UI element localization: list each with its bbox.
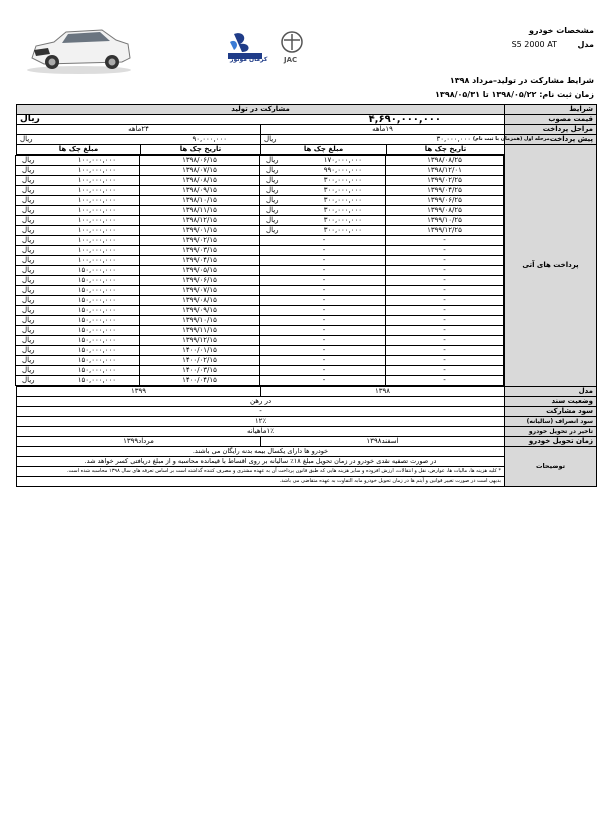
payment-row <box>16 186 504 196</box>
amount-value: ۱۵۰,۰۰۰,۰۰۰ <box>77 376 117 384</box>
currency-label: ریال <box>266 216 279 224</box>
currency-label: ریال <box>266 206 279 214</box>
check-amount-24 <box>16 286 140 296</box>
check-date-19: - <box>386 266 504 276</box>
check-date-19: ۱۳۹۹/۱۰/۲۵ <box>386 216 504 226</box>
check-amount-24 <box>16 226 140 236</box>
amount-value: ۱۵۰,۰۰۰,۰۰۰ <box>77 286 117 294</box>
currency-label: ریال <box>22 166 35 174</box>
delivery-label: زمان تحویل خودرو <box>505 437 597 447</box>
currency-label: ریال <box>266 226 279 234</box>
check-date-24: ۱۳۹۸/۰۹/۱۵ <box>140 186 260 196</box>
delay-label: تاخیر در تحویل خودرو <box>505 427 597 437</box>
model-year-label: مدل <box>505 387 597 397</box>
model-line <box>512 40 594 49</box>
currency-label: ریال <box>22 336 35 344</box>
payments-body-cell <box>17 155 505 387</box>
check-date-19: ۱۳۹۹/۰۲/۲۵ <box>386 176 504 186</box>
approved-price-value: ۴,۶۹۰,۰۰۰,۰۰۰ <box>368 114 442 125</box>
check-date-24: ۱۳۹۹/۰۸/۱۵ <box>140 296 260 306</box>
check-date-24: ۱۳۹۸/۱۱/۱۵ <box>140 206 260 216</box>
check-amount-24 <box>16 176 140 186</box>
payment-row <box>16 376 504 386</box>
check-amount-19 <box>260 326 386 336</box>
payment-row <box>16 306 504 316</box>
check-amount-19 <box>260 266 386 276</box>
check-amount-24 <box>16 156 140 166</box>
amount-value: ۱۵۰,۰۰۰,۰۰۰ <box>77 346 117 354</box>
amount-value: ۹۹۰,۰۰۰,۰۰۰ <box>323 166 363 174</box>
payment-row <box>16 296 504 306</box>
amount-value: - <box>322 276 326 284</box>
amount-value: - <box>322 256 326 264</box>
check-amount-24 <box>16 266 140 276</box>
payment-row <box>16 226 504 236</box>
forfeit-label: سود انصراف (سالیانه) <box>505 417 597 427</box>
amount-value: ۱۰۰,۰۰۰,۰۰۰ <box>77 206 117 214</box>
check-amount-19 <box>260 246 386 256</box>
payment-row <box>16 236 504 246</box>
check-amount-24 <box>16 166 140 176</box>
check-amount-19 <box>260 346 386 356</box>
check-date-24: ۱۳۹۸/۱۲/۱۵ <box>140 216 260 226</box>
check-amount-24 <box>16 256 140 266</box>
check-amount-19 <box>260 306 386 316</box>
currency-label: ریال <box>22 366 35 374</box>
delivery-19: اسفند۱۳۹۸ <box>261 437 505 447</box>
stage-24-month: ۲۴ماهه <box>17 125 261 135</box>
currency-label: ریال <box>22 196 35 204</box>
payment-row <box>16 356 504 366</box>
amount-value: - <box>322 236 326 244</box>
amount-value: ۱۰۰,۰۰۰,۰۰۰ <box>77 216 117 224</box>
check-amount-24 <box>16 336 140 346</box>
currency-label: ریال <box>22 346 35 354</box>
check-date-24: ۱۳۹۹/۰۹/۱۵ <box>140 306 260 316</box>
payment-row <box>16 366 504 376</box>
check-amount-24 <box>16 236 140 246</box>
payment-row <box>16 256 504 266</box>
payment-row <box>16 166 504 176</box>
amount-value: - <box>322 286 326 294</box>
currency-label: ریال <box>22 316 35 324</box>
partnership-profit-label: سود مشارکت <box>505 407 597 417</box>
amount-value: - <box>322 356 326 364</box>
payment-conditions-table <box>16 104 597 487</box>
currency-label: ریال <box>22 156 35 164</box>
amount-value: ۱۰۰,۰۰۰,۰۰۰ <box>77 196 117 204</box>
check-date-24: ۱۳۹۹/۱۲/۱۵ <box>140 336 260 346</box>
amount-value: ۱۵۰,۰۰۰,۰۰۰ <box>77 366 117 374</box>
prepay-19-value: ۳۰,۰۰۰,۰۰۰ <box>436 135 472 143</box>
check-date-24: ۱۴۰۰/۰۴/۱۵ <box>140 376 260 386</box>
amount-value: ۱۰۰,۰۰۰,۰۰۰ <box>77 256 117 264</box>
currency-label: ریال <box>22 256 35 264</box>
amount-value: ۳۰۰,۰۰۰,۰۰۰ <box>323 226 363 234</box>
amount-value: ۱۰۰,۰۰۰,۰۰۰ <box>77 176 117 184</box>
check-date-24: ۱۳۹۸/۰۸/۱۵ <box>140 176 260 186</box>
stage-19-month: ۱۹ماهه <box>261 125 505 135</box>
check-date-24: ۱۳۹۹/۰۵/۱۵ <box>140 266 260 276</box>
check-date-24: ۱۳۹۹/۱۰/۱۵ <box>140 316 260 326</box>
currency-label: ریال <box>22 216 35 224</box>
model-year-19: ۱۳۹۸ <box>261 387 505 397</box>
currency-label: ریال <box>266 196 279 204</box>
prepay-24-cell <box>17 135 261 145</box>
check-date-19: - <box>386 286 504 296</box>
check-amount-19 <box>260 316 386 326</box>
currency-label: ریال <box>22 276 35 284</box>
check-amount-19 <box>260 226 386 236</box>
check-date-24: ۱۳۹۹/۰۴/۱۵ <box>140 256 260 266</box>
check-date-24: ۱۳۹۹/۰۳/۱۵ <box>140 246 260 256</box>
check-date-19: - <box>386 276 504 286</box>
payments-body <box>15 155 504 386</box>
notes-label: توضیحات <box>505 447 597 487</box>
currency-label: ریال <box>22 286 35 294</box>
currency-label: ریال <box>22 356 35 364</box>
conditions-label: شرایط <box>505 105 597 115</box>
currency-label: ریال <box>22 326 35 334</box>
check-amount-24 <box>16 206 140 216</box>
check-date-24: ۱۳۹۸/۰۶/۱۵ <box>140 156 260 166</box>
amount-value: ۱۵۰,۰۰۰,۰۰۰ <box>77 276 117 284</box>
currency-label: ریال <box>266 156 279 164</box>
approved-price-currency: ریال <box>20 114 40 124</box>
note-2: در صورت تصفیه نقدی خودرو در زمان تحویل مبلغ ۱۸٪ سالیانه بر روی اقساط با قیمانده محاسبه و از مبلغ دریافتی کسر خواهد شد. <box>17 457 505 467</box>
check-date-19: - <box>386 256 504 266</box>
payment-row <box>16 176 504 186</box>
currency-label: ریال <box>22 236 35 244</box>
check-date-19: - <box>386 306 504 316</box>
currency-label: ریال <box>22 296 35 304</box>
check-amount-24 <box>16 306 140 316</box>
amount-value: ۱۵۰,۰۰۰,۰۰۰ <box>77 356 117 364</box>
payment-row <box>16 316 504 326</box>
currency-label: ریال <box>22 266 35 274</box>
currency-label: ریال <box>22 306 35 314</box>
future-payments-label: پرداخت های آتی <box>505 145 597 387</box>
check-date-24: ۱۴۰۰/۰۱/۱۵ <box>140 346 260 356</box>
currency-label: ریال <box>266 176 279 184</box>
amount-value: ۱۰۰,۰۰۰,۰۰۰ <box>77 226 117 234</box>
amount-value: - <box>322 266 326 274</box>
check-amount-19 <box>260 176 386 186</box>
prepay-24-value: ۹۰,۰۰۰,۰۰۰ <box>192 135 228 143</box>
currency-label: ریال <box>22 246 35 254</box>
check-date-19: ۱۳۹۸/۰۸/۲۵ <box>386 156 504 166</box>
check-date-24: ۱۳۹۹/۰۷/۱۵ <box>140 286 260 296</box>
prepay-19-currency: ریال <box>264 135 277 143</box>
amount-value: ۱۰۰,۰۰۰,۰۰۰ <box>77 166 117 174</box>
check-date-19: - <box>386 236 504 246</box>
check-date-19: - <box>386 296 504 306</box>
payment-row <box>16 336 504 346</box>
check-amount-24 <box>16 376 140 386</box>
amount-value: ۱۵۰,۰۰۰,۰۰۰ <box>77 306 117 314</box>
check-amount-header-19: مبلغ چک ها <box>261 145 387 155</box>
check-date-19: - <box>386 336 504 346</box>
check-date-19: - <box>386 376 504 386</box>
payment-row <box>16 196 504 206</box>
payment-stages-label: مراحل پرداخت <box>505 125 597 135</box>
model-value: S5 2000 AT <box>511 40 557 49</box>
check-amount-24 <box>16 186 140 196</box>
check-amount-24 <box>16 216 140 226</box>
amount-value: ۱۵۰,۰۰۰,۰۰۰ <box>77 336 117 344</box>
amount-value: - <box>322 376 326 384</box>
check-amount-19 <box>260 166 386 176</box>
amount-value: ۱۵۰,۰۰۰,۰۰۰ <box>77 316 117 324</box>
check-date-24: ۱۴۰۰/۰۲/۱۵ <box>140 356 260 366</box>
check-date-24: ۱۴۰۰/۰۳/۱۵ <box>140 366 260 376</box>
amount-value: ۳۰۰,۰۰۰,۰۰۰ <box>323 186 363 194</box>
check-date-19: - <box>386 366 504 376</box>
currency-label: ریال <box>22 206 35 214</box>
amount-value: ۱۵۰,۰۰۰,۰۰۰ <box>77 326 117 334</box>
forfeit-value: ۱۲٪ <box>17 417 505 427</box>
check-amount-header-24: مبلغ چک ها <box>17 145 141 155</box>
delay-value: ۱٪ماهیانه <box>17 427 505 437</box>
check-amount-24 <box>16 276 140 286</box>
check-date-19: ۱۳۹۹/۰۸/۲۵ <box>386 206 504 216</box>
payment-row <box>16 266 504 276</box>
check-date-24: ۱۳۹۹/۰۶/۱۵ <box>140 276 260 286</box>
prepay-24-currency: ریال <box>20 135 33 143</box>
payment-row <box>16 326 504 336</box>
plan-title: مشارکت در تولید <box>17 105 505 115</box>
payment-row <box>16 216 504 226</box>
amount-value: ۱۰۰,۰۰۰,۰۰۰ <box>77 246 117 254</box>
check-amount-19 <box>260 296 386 306</box>
check-amount-24 <box>16 316 140 326</box>
amount-value: - <box>322 246 326 254</box>
payment-row <box>16 206 504 216</box>
prepay-first-stage: مرحله اول (همزمان با ثبت نام) <box>472 136 550 142</box>
check-amount-24 <box>16 366 140 376</box>
payment-row <box>16 276 504 286</box>
approved-price-cell <box>17 115 505 125</box>
currency-label: ریال <box>22 226 35 234</box>
prepay-19-cell <box>261 135 505 145</box>
check-date-19: - <box>386 246 504 256</box>
check-date-24: ۱۳۹۹/۰۲/۱۵ <box>140 236 260 246</box>
amount-value: ۱۰۰,۰۰۰,۰۰۰ <box>77 236 117 244</box>
check-amount-19 <box>260 186 386 196</box>
check-date-19: - <box>386 346 504 356</box>
check-amount-19 <box>260 256 386 266</box>
check-date-24: ۱۳۹۸/۱۰/۱۵ <box>140 196 260 206</box>
payment-row <box>16 156 504 166</box>
brand-name: کرمان موتور <box>230 56 268 63</box>
partnership-profit-value: - <box>17 407 505 417</box>
note-3: * کلیه هزینه ها، مالیات ها، عوارض، نقل و انتقالات، ارزش افزوده و سایر هزینه هایی که طبق قانون پرداخت آن به عهده مشتری و مصرف کننده گذاشته است بر اساس تعرفه های سال ۱۳۹۸ محاسبه شده است. <box>17 467 505 477</box>
amount-value: ۱۰۰,۰۰۰,۰۰۰ <box>77 186 117 194</box>
check-amount-19 <box>260 276 386 286</box>
check-amount-24 <box>16 356 140 366</box>
amount-value: - <box>322 336 326 344</box>
note-4: بدیهی است در صورت تغییر قوانین و آیتم ها در زمان تحویل خودرو مابه التفاوت به عهده متقاضی می باشد. <box>17 477 505 487</box>
note-1: خودرو ها دارای یکسال بیمه بدنه رایگان می باشند. <box>17 447 505 457</box>
check-date-19: - <box>386 316 504 326</box>
check-amount-24 <box>16 196 140 206</box>
check-amount-19 <box>260 236 386 246</box>
car-image <box>24 18 134 78</box>
amount-value: ۱۰۰,۰۰۰,۰۰۰ <box>77 156 117 164</box>
amount-value: - <box>322 326 326 334</box>
check-amount-19 <box>260 376 386 386</box>
check-amount-24 <box>16 326 140 336</box>
pledge-value: در رهن <box>17 397 505 407</box>
amount-value: - <box>322 296 326 304</box>
currency-label: ریال <box>266 166 279 174</box>
check-amount-24 <box>16 346 140 356</box>
check-amount-19 <box>260 286 386 296</box>
currency-label: ریال <box>22 186 35 194</box>
amount-value: ۳۰۰,۰۰۰,۰۰۰ <box>323 216 363 224</box>
check-date-19: ۱۳۹۹/۰۴/۲۵ <box>386 186 504 196</box>
check-amount-24 <box>16 246 140 256</box>
amount-value: - <box>322 306 326 314</box>
currency-label: ریال <box>266 186 279 194</box>
amount-value: - <box>322 366 326 374</box>
check-amount-19 <box>260 366 386 376</box>
check-date-24: ۱۳۹۹/۰۱/۱۵ <box>140 226 260 236</box>
check-date-19: - <box>386 326 504 336</box>
check-amount-24 <box>16 296 140 306</box>
amount-value: - <box>322 316 326 324</box>
model-label: مدل <box>577 40 594 49</box>
check-date-19: ۱۳۹۹/۱۲/۲۵ <box>386 226 504 236</box>
check-date-19: - <box>386 356 504 366</box>
model-year-24: ۱۳۹۹ <box>17 387 261 397</box>
payment-row <box>16 246 504 256</box>
conditions-title: شرایط مشارکت در تولید–مرداد ۱۳۹۸ <box>449 76 594 85</box>
check-date-24: ۱۳۹۸/۰۷/۱۵ <box>140 166 260 176</box>
jac-wordmark: JAC <box>284 56 298 64</box>
check-amount-19 <box>260 356 386 366</box>
check-amount-19 <box>260 206 386 216</box>
check-amount-19 <box>260 216 386 226</box>
amount-value: ۱۵۰,۰۰۰,۰۰۰ <box>77 296 117 304</box>
prepay-label: پیش پرداخت <box>549 135 594 143</box>
payment-row <box>16 346 504 356</box>
currency-label: ریال <box>22 176 35 184</box>
prepay-label-cell <box>472 135 597 145</box>
check-date-24: ۱۳۹۹/۱۱/۱۵ <box>140 326 260 336</box>
registration-time: زمان ثبت نام: ۱۳۹۸/۰۵/۲۲ تا ۱۳۹۸/۰۵/۳۱ <box>435 90 594 99</box>
amount-value: - <box>322 346 326 354</box>
check-amount-19 <box>260 196 386 206</box>
check-amount-19 <box>260 336 386 346</box>
check-date-19: ۱۳۹۸/۱۲/۰۱ <box>386 166 504 176</box>
amount-value: ۳۰۰,۰۰۰,۰۰۰ <box>323 206 363 214</box>
spec-title: مشخصات خودرو <box>528 26 594 35</box>
amount-value: ۳۰۰,۰۰۰,۰۰۰ <box>323 176 363 184</box>
check-amount-19 <box>260 156 386 166</box>
currency-label: ریال <box>22 376 35 384</box>
check-date-header-19: تاریخ چک ها <box>387 145 505 155</box>
amount-value: ۱۵۰,۰۰۰,۰۰۰ <box>77 266 117 274</box>
pledge-label: وضعیت سند <box>505 397 597 407</box>
payment-row <box>16 286 504 296</box>
approved-price-label: قیمت مصوب <box>505 115 597 125</box>
check-date-19: ۱۳۹۹/۰۶/۲۵ <box>386 196 504 206</box>
delivery-24: مرداد۱۳۹۹ <box>17 437 261 447</box>
amount-value: ۳۰۰,۰۰۰,۰۰۰ <box>323 196 363 204</box>
check-date-header-24: تاریخ چک ها <box>141 145 261 155</box>
amount-value: ۱۷۰,۰۰۰,۰۰۰ <box>323 156 363 164</box>
